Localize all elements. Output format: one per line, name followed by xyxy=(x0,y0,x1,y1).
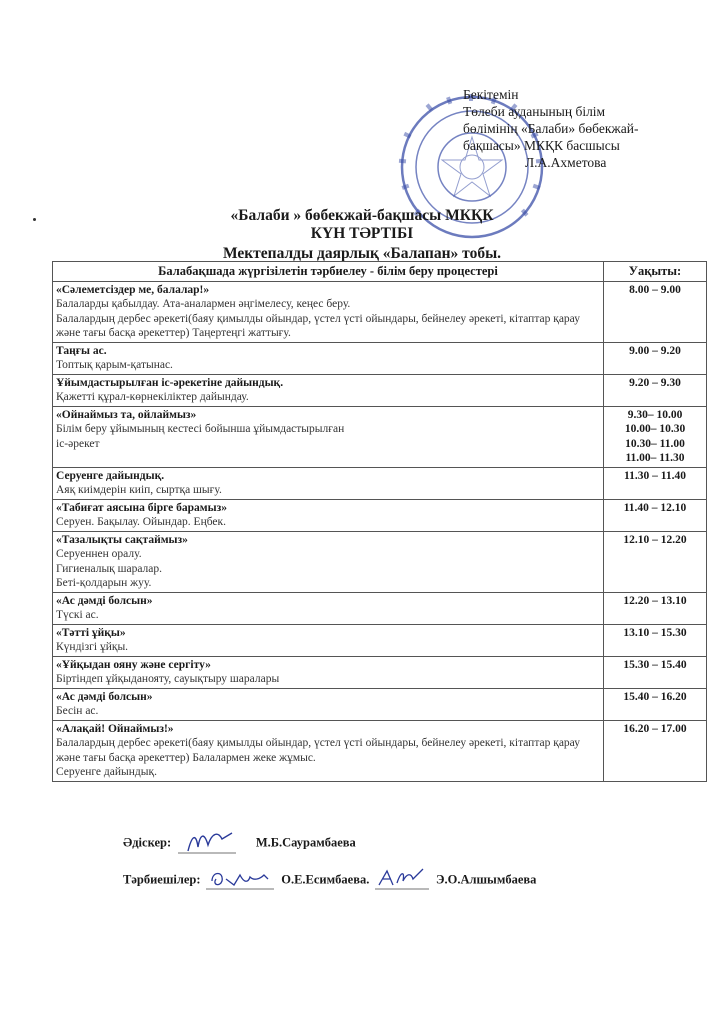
activity-cell xyxy=(53,374,604,406)
activity-cell xyxy=(53,281,604,342)
table-header-row xyxy=(53,262,707,282)
activity-cell xyxy=(53,720,604,781)
activity-description: Қажетті құрал-көрнекіліктер дайындау. xyxy=(56,391,249,403)
time-range: 8.00 – 9.00 xyxy=(629,283,681,296)
activity-title: «Сәлеметсіздер ме, балалар!» xyxy=(56,283,210,296)
activity-title: «Ас дәмді болсын» xyxy=(56,690,153,703)
time-cell xyxy=(604,342,707,374)
activity-title: «Тәтті ұйқы» xyxy=(56,626,126,639)
table-row xyxy=(53,656,707,688)
activity-title: Серуенге дайындық. xyxy=(56,469,165,482)
teacher2-name: Э.О.Алшымбаева xyxy=(436,872,537,887)
document-title: «Балаби » бөбекжай-бақшасы МКҚК xyxy=(230,207,494,224)
table-row xyxy=(53,688,707,720)
activity-title: «Ойнаймыз та, ойлаймыз» xyxy=(56,408,197,421)
activity-description: Балалардың дербес әрекеті(баяу қимылды ойындар, үстел үсті ойындары, бейнелеу әрекеті, кітаптар қарау және тағы басқа әрекеттер) Таңертеңгі жаттығу. xyxy=(56,312,580,339)
table-row xyxy=(53,374,707,406)
methodist-label: Әдіскер: xyxy=(123,835,172,850)
time-range: 10.00– 10.30 xyxy=(624,423,686,435)
teachers-signature-row xyxy=(123,865,536,896)
time-cell xyxy=(604,281,707,342)
time-range: 12.10 – 12.20 xyxy=(623,533,687,546)
time-cell xyxy=(604,688,707,720)
column-header-process: Балабақшада жүргізілетін тәрбиелеу - білім беру процестері xyxy=(53,262,604,282)
table-row xyxy=(53,624,707,656)
activity-description: Балаларды қабылдау. Ата-аналармен әңгімелесу, кеңес беру. xyxy=(56,298,351,310)
teacher1-name: О.Е.Есимбаева. xyxy=(281,872,370,887)
time-range: 15.30 – 15.40 xyxy=(623,658,687,671)
time-range: 9.30– 10.00 xyxy=(627,408,683,421)
column-header-time: Уақыты: xyxy=(604,262,707,282)
table-row xyxy=(53,281,707,342)
activity-description: Гигиеналық шаралар. xyxy=(56,562,163,575)
activity-title: «Алақай! Ойнаймыз!» xyxy=(56,722,174,735)
activity-description: Білім беру ұйымының кестесі бойынша ұйымдастырылған xyxy=(56,423,345,435)
time-range: 15.40 – 16.20 xyxy=(623,690,687,703)
activity-cell xyxy=(53,531,604,592)
time-cell xyxy=(604,406,707,467)
activity-cell xyxy=(53,342,604,374)
activity-description: Аяқ киімдерін киіп, сыртқа шығу. xyxy=(56,484,222,496)
activity-cell xyxy=(53,656,604,688)
activity-cell xyxy=(53,688,604,720)
time-range: 13.10 – 15.30 xyxy=(623,626,687,639)
time-cell xyxy=(604,656,707,688)
activity-description: Топтық қарым-қатынас. xyxy=(56,359,173,371)
activity-cell xyxy=(53,592,604,624)
approval-line: бөлімінің «Балаби» бөбекжай- xyxy=(463,121,639,136)
table-row xyxy=(53,406,707,467)
approval-line: бақшасы» МКҚК басшысы xyxy=(463,138,620,153)
methodist-signature-row xyxy=(123,827,356,860)
table-row xyxy=(53,592,707,624)
schedule-body xyxy=(53,281,707,781)
table-row xyxy=(53,499,707,531)
activity-title: «Тазалықты сақтаймыз» xyxy=(56,533,188,546)
activity-cell xyxy=(53,624,604,656)
time-range: 11.40 – 12.10 xyxy=(623,501,687,514)
activity-description: Біртіндеп ұйқыданояту, сауықтыру шаралары xyxy=(56,673,280,685)
activity-cell xyxy=(53,406,604,467)
time-range: 10.30– 11.00 xyxy=(625,437,685,450)
methodist-signature-icon xyxy=(174,827,252,860)
approval-block xyxy=(463,86,713,171)
activity-description: Беті-қолдарын жуу. xyxy=(56,577,152,589)
activity-description: Күндізгі ұйқы. xyxy=(56,641,129,653)
activity-description: Түскі ас. xyxy=(56,609,99,621)
activity-title: Ұйымдастырылған іс-әрекетіне дайындық. xyxy=(56,376,284,389)
methodist-name: М.Б.Саурамбаева xyxy=(255,835,356,850)
time-cell xyxy=(604,592,707,624)
table-row xyxy=(53,531,707,592)
time-range: 9.00 – 9.20 xyxy=(629,344,681,357)
activity-description: Серуеннен оралу. xyxy=(56,548,142,560)
table-row xyxy=(53,467,707,499)
time-cell xyxy=(604,624,707,656)
approval-director-name: Л.А.Ахметова xyxy=(525,155,607,170)
activity-description: іс-әрекет xyxy=(56,437,100,450)
time-range: 11.00– 11.30 xyxy=(625,452,685,464)
activity-cell xyxy=(53,467,604,499)
time-cell xyxy=(604,499,707,531)
approval-line: Бекітемін xyxy=(463,87,519,102)
time-range: 16.20 – 17.00 xyxy=(623,722,687,735)
time-range: 12.20 – 13.10 xyxy=(623,594,687,607)
teacher1-signature-icon xyxy=(204,865,278,896)
document-subtitle: КҮН ТӘРТІБІ xyxy=(310,225,414,242)
table-row xyxy=(53,342,707,374)
approval-line: Төлеби ауданының білім xyxy=(463,104,606,119)
time-cell xyxy=(604,467,707,499)
time-cell xyxy=(604,531,707,592)
activity-description: Бесін ас. xyxy=(56,705,99,717)
activity-cell xyxy=(53,499,604,531)
activity-description: Серуен. Бақылау. Ойындар. Еңбек. xyxy=(56,516,226,528)
group-title: Мектепалды даярлық «Балапан» тобы. xyxy=(222,245,502,262)
activity-description: Серуенге дайындық. xyxy=(56,766,157,778)
activity-title: «Ас дәмді болсын» xyxy=(56,594,153,607)
activity-description: Балалардың дербес әрекеті(баяу қимылды ойындар, үстел үсті ойындары, бейнелеу әрекеті, кітаптар қарау және тағы басқа әрекеттер) Балалармен жеке жұмыс. xyxy=(56,737,580,764)
daily-schedule-table xyxy=(52,261,707,782)
activity-title: «Ұйқыдан ояну және сергіту» xyxy=(56,658,211,671)
teacher2-signature-icon xyxy=(373,865,433,896)
time-cell xyxy=(604,374,707,406)
time-range: 9.20 – 9.30 xyxy=(629,376,681,389)
activity-title: «Табиғат аясына бірге барамыз» xyxy=(56,501,227,514)
time-range: 11.30 – 11.40 xyxy=(624,469,686,482)
table-row xyxy=(53,720,707,781)
teachers-label: Тәрбиешілер: xyxy=(123,872,201,887)
activity-title: Таңғы ас. xyxy=(56,344,107,357)
time-cell xyxy=(604,720,707,781)
